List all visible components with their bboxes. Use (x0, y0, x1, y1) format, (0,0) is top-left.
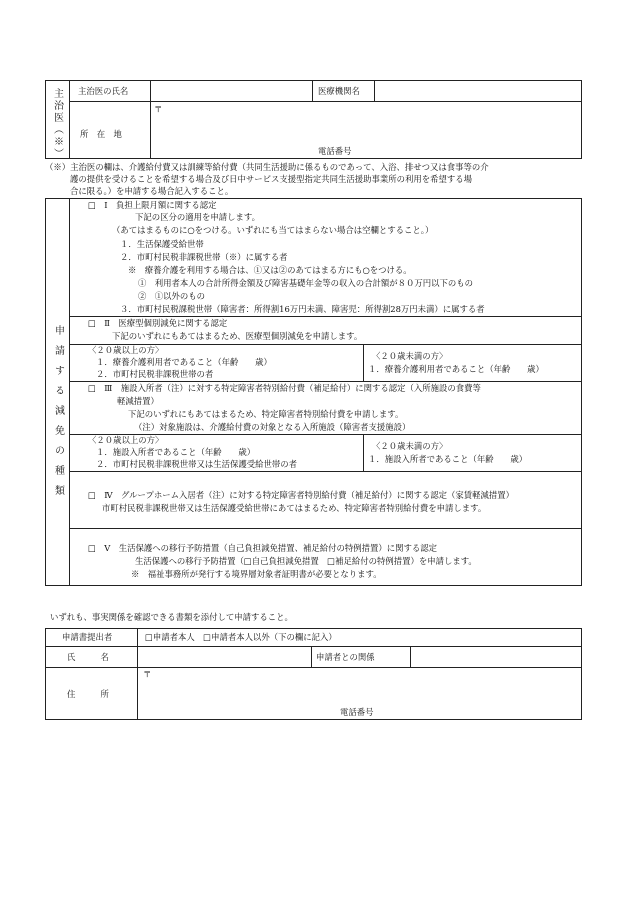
s1-item2-note: ※ 療養介護を利用する場合は、①又は②のあてはまる方にも○をつける。 (128, 265, 412, 275)
s1-choice1: ① 利用者本人の合計所得金額及び障害基礎年金等の収入の合計額が８０万円以下のもの (138, 278, 473, 288)
s2-left1: １．療養介護利用者であること（年齢 歳） (96, 357, 272, 367)
reduction-vertical-label: 申請する減免の種類 (52, 325, 64, 505)
s3-right-head: 〈２０歳未満の方〉 (372, 441, 448, 451)
submitter-row-2 (45, 667, 582, 668)
s3-left-head: 〈２０歳以上の方〉 (88, 435, 164, 445)
submitter-col-divider (137, 628, 138, 720)
s2-right-head: 〈２０歳未満の方〉 (372, 351, 448, 361)
s3-divider (69, 471, 582, 472)
s1-item3: ３．市町村民税課税世帯（障害者：所得割16万円未満、障害児：所得割28万円未満）に属する者 (120, 304, 485, 314)
s4-title[interactable]: □ Ⅳ グループホーム入居者（注）に対する特定障害者特別給付費（補足給付）に関する認定（家賃軽減措置） (88, 490, 514, 500)
doctor-postal-mark: 〒 (154, 104, 163, 114)
submitter-phone-label: 電話番号 (340, 707, 374, 717)
s3-line1: 下記のいずれにもあてはまるため、特定障害者特別給付費を申請します。 (128, 409, 404, 419)
doctor-note-3: 合に限る。）を申請する場合記入すること。 (70, 186, 234, 196)
s3-title[interactable]: □ Ⅲ 施設入所者（注）に対する特定障害者特別給付費（補足給付）に関する認定（入所施設の食費等 (88, 383, 481, 393)
s3-left2: ２．市町村民税非課税世帯又は生活保護受給世帯の者 (96, 459, 297, 469)
relation-field[interactable] (413, 648, 579, 665)
s3-title2: 軽減措置） (117, 396, 159, 406)
s4-line1: 市町村民税非課税世帯又は生活保護受給世帯にあてはまるため、特定障害者特別給付費を申請します。 (102, 503, 487, 513)
s1-item2: ２．市町村民税非課税世帯（※）に属する者 (120, 252, 288, 262)
attachment-instruction: いずれも、事実関係を確認できる書類を添付して申請すること。 (50, 612, 293, 622)
submitter-postal-mark: 〒 (143, 669, 152, 679)
s3-line2: （注）対象施設は、介護給付費の対象となる入所施設（障害者支援施設） (134, 422, 411, 432)
s2-left-head: 〈２０歳以上の方〉 (88, 345, 164, 355)
doctor-inst-divider-2 (374, 80, 375, 101)
s2-right1: １．療養介護利用者であること（年齢 歳） (368, 364, 544, 374)
doctor-note-2: 護の提供を受けることを希望する場合及び日中サービス支援型指定共同生活援助事業所の利用を希望する場 (70, 174, 472, 184)
relation-label: 申請者との関係 (316, 652, 375, 662)
doctor-label-divider (150, 80, 151, 159)
s2-left2: ２．市町村民税非課税世帯の者 (96, 369, 214, 379)
doctor-address-label: 所 在 地 (80, 129, 122, 139)
s2-split-vertical (363, 344, 364, 381)
s2-divider (69, 381, 582, 382)
doctor-name-field[interactable] (152, 82, 310, 100)
s1-divider (69, 316, 582, 317)
relation-divider-1 (311, 646, 312, 667)
institution-field[interactable] (377, 82, 579, 100)
doctor-vertical-label: 主治医（※） (51, 88, 63, 160)
submitter-address-label: 住 所 (67, 689, 109, 699)
s3-right1: １．施設入所者であること（年齢 歳） (368, 454, 528, 464)
s2-line1: 下記のいずれにもあてはまるため、医療型個別減免を申請します。 (112, 331, 363, 341)
doctor-col-divider (69, 80, 70, 159)
s5-line1: 生活保護への移行予防措置（□自己負担減免措置 □補足給付の特例措置）を申請します。 (135, 556, 477, 566)
institution-label: 医療機関名 (318, 86, 360, 96)
s4-divider (69, 528, 582, 529)
s5-line2: ※ 福祉事務所が発行する境界層対象者証明書が必要となります。 (131, 569, 382, 579)
s1-choice2: ② ①以外のもの (138, 291, 205, 301)
s3-split-vertical (363, 434, 364, 471)
doctor-inst-divider-1 (312, 80, 313, 101)
doctor-note-1: （※）主治医の欄は、介護給付費又は訓練等給付費（共同生活援助に係るものであって、入浴、排せつ又は食事等の介 (45, 162, 489, 172)
s1-item1: １．生活保護受給世帯 (120, 239, 204, 249)
submitter-options[interactable]: □申請者本人 □申請者本人以外（下の欄に記入） (145, 632, 337, 642)
doctor-row-divider (69, 101, 582, 102)
s5-title[interactable]: □ Ⅴ 生活保護への移行予防措置（自己負担減免措置、補足給付の特例措置）に関する認定 (88, 543, 437, 553)
s1-title[interactable]: □ Ⅰ 負担上限月額に関する認定 (88, 200, 217, 210)
doctor-name-label: 主治医の氏名 (78, 86, 129, 96)
s2-title[interactable]: □ Ⅱ 医療型個別減免に関する認定 (88, 318, 228, 328)
submitter-address-field[interactable] (155, 669, 577, 705)
doctor-phone-label: 電話番号 (318, 146, 352, 156)
doctor-address-field[interactable] (165, 104, 575, 140)
submitter-name-field[interactable] (140, 648, 308, 665)
s3-left1: １．施設入所者であること（年齢 歳） (96, 447, 256, 457)
submitter-row-1 (45, 646, 582, 647)
submitter-label: 申請書提出者 (62, 632, 113, 642)
s1-line2: （あてはまるものに○をつける。いずれにも当てはまらない場合は空欄とすること。） (112, 225, 434, 235)
submitter-name-label: 氏 名 (67, 652, 109, 662)
relation-divider-2 (410, 646, 411, 667)
s1-line1: 下記の区分の適用を申請します。 (135, 212, 260, 222)
